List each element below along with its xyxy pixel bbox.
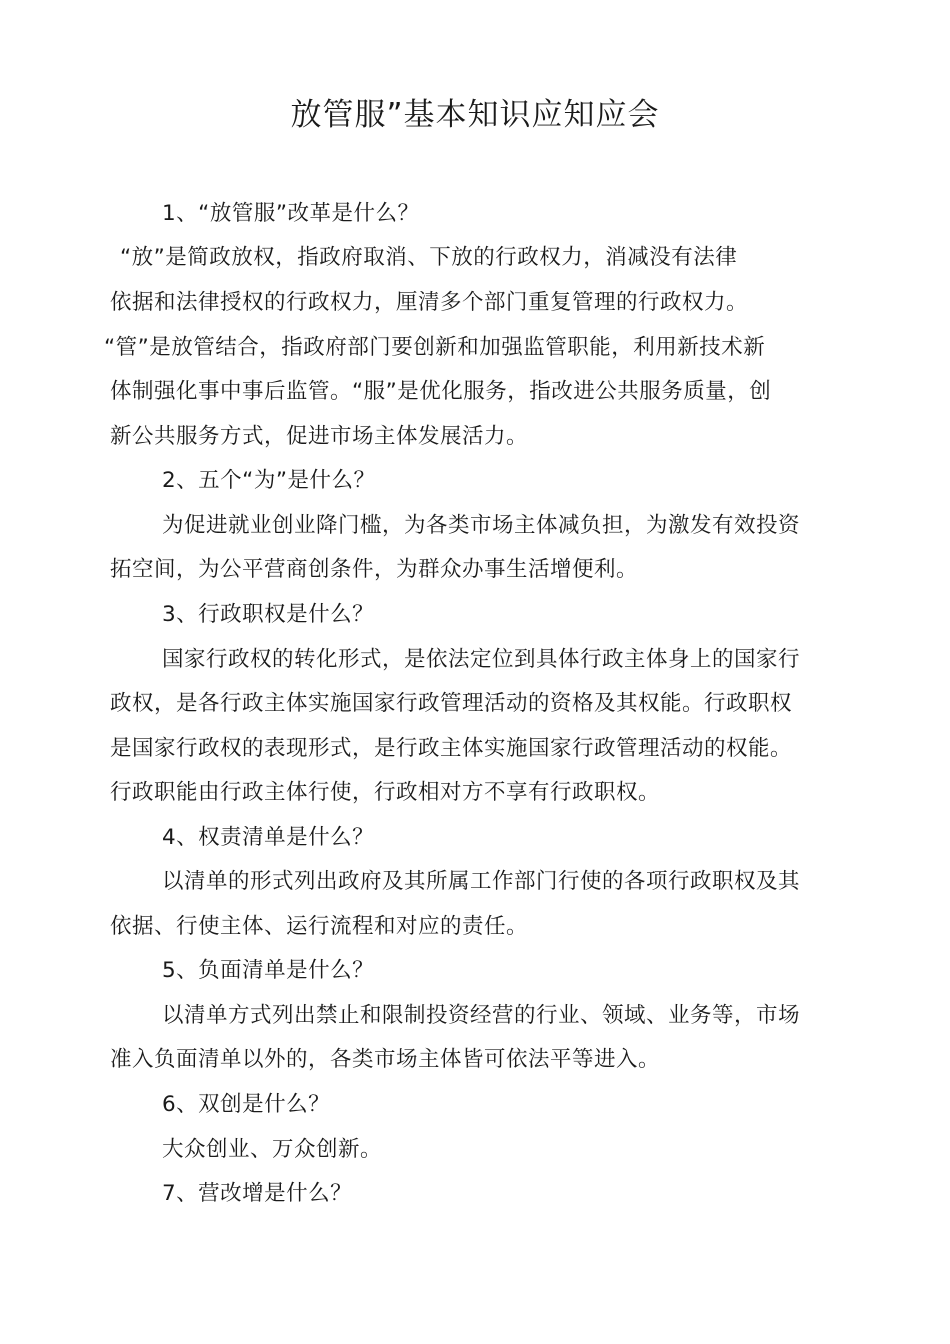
answer-line: 以清单的形式列出政府及其所属工作部门行使的各项行政职权及其	[162, 869, 801, 894]
answer-line: 以清单方式列出禁止和限制投资经营的行业、领域、业务等，市场	[162, 1003, 801, 1028]
answer-line: 准入负面清单以外的，各类市场主体皆可依法平等进入。	[110, 1047, 661, 1072]
answer-line: 行政职能由行政主体行使，行政相对方不享有行政职权。	[110, 780, 661, 805]
document-title: 放管服”基本知识应知应会	[290, 97, 660, 133]
answer-line: 拓空间，为公平营商创条件，为群众办事生活增便利。	[110, 557, 639, 582]
question-6: 6、双创是什么？	[162, 1092, 331, 1117]
answer-line: 体制强化事中事后监管。“服”是优化服务，指改进公共服务质量，创	[110, 379, 772, 404]
answer-line: 是国家行政权的表现形式，是行政主体实施国家行政管理活动的权能。	[110, 736, 793, 761]
answer-line: “放”是简政放权，指政府取消、下放的行政权力，消减没有法律	[120, 245, 738, 270]
answer-line: “管”是放管结合，指政府部门要创新和加强监管职能，利用新技术新	[104, 335, 766, 360]
question-4: 4、权责清单是什么？	[162, 825, 375, 850]
question-2: 2、五个“为”是什么？	[162, 468, 376, 493]
answer-line: 大众创业、万众创新。	[162, 1137, 383, 1162]
answer-line: 为促进就业创业降门槛，为各类市场主体减负担，为激发有效投资	[162, 513, 801, 538]
answer-line: 国家行政权的转化形式，是依法定位到具体行政主体身上的国家行	[162, 647, 801, 672]
answer-line: 政权，是各行政主体实施国家行政管理活动的资格及其权能。行政职权	[110, 691, 793, 716]
question-5: 5、负面清单是什么？	[162, 958, 375, 983]
answer-line: 依据、行使主体、运行流程和对应的责任。	[110, 914, 529, 939]
answer-line: 依据和法律授权的行政权力，厘清多个部门重复管理的行政权力。	[110, 290, 749, 315]
question-7: 7、营改增是什么？	[162, 1181, 353, 1206]
question-3: 3、行政职权是什么？	[162, 602, 375, 627]
answer-line: 新公共服务方式，促进市场主体发展活力。	[110, 424, 529, 449]
question-1: 1、“放管服”改革是什么？	[162, 201, 420, 226]
